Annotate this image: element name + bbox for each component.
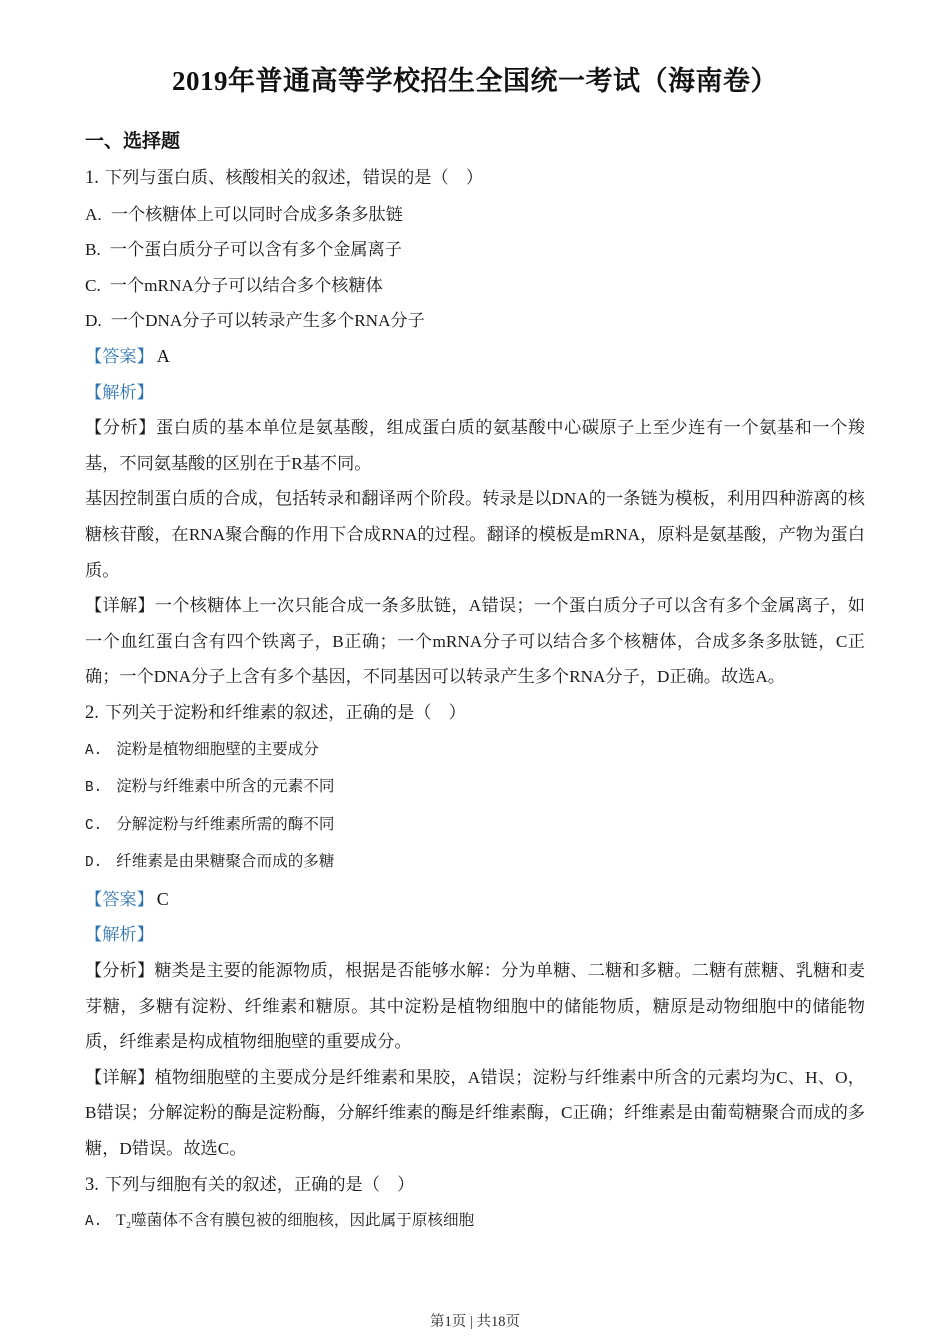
question-2-analysis-label: 【解析】: [85, 925, 154, 945]
question-3-number: 3.: [85, 1174, 99, 1195]
question-1-option-a-label: A.: [85, 204, 102, 224]
question-1-analysis-block-2-text: 基因控制蛋白质的合成，包括转录和翻译两个阶段。转录是以DNA的一条链为模板，利用四种游离的核糖核苷酸，在RNA聚合酶的作用下合成RNA的过程。翻译的模板是mRNA，原料是氨基酸，产物为蛋白质。: [85, 489, 865, 580]
question-1-answer-line: [85, 339, 865, 375]
page-footer: 第1页 | 共18页: [430, 1314, 520, 1330]
question-2-option-a-label: A.: [85, 742, 103, 759]
question-3: [85, 1167, 865, 1241]
question-2-answer-line: [85, 882, 865, 918]
question-1-analysis-heading: [85, 375, 865, 411]
question-2-option-c: [85, 807, 865, 845]
question-3-stem: [85, 1167, 865, 1204]
question-2-option-b-label: B.: [85, 780, 103, 797]
question-1-answer-value: A: [156, 345, 170, 366]
question-2-answer-value: C: [156, 888, 169, 909]
question-1-analysis-block-1-tag: 【分析】: [85, 418, 156, 438]
question-2-option-d-label: D.: [85, 855, 103, 872]
question-1-option-a-text: 一个核糖体上可以同时合成多条多肽链: [110, 204, 403, 224]
question-1-option-c-text: 一个mRNA分子可以结合多个核糖体: [109, 275, 383, 295]
question-1-option-b-label: B.: [85, 240, 101, 260]
question-2: [85, 695, 865, 1167]
question-1-number: 1.: [85, 168, 99, 188]
question-2-option-c-text: 分解淀粉与纤维素所需的酶不同: [116, 815, 335, 833]
question-1-option-b: [85, 232, 865, 268]
question-2-option-b: [85, 769, 865, 807]
question-1-analysis-block-1-text: 蛋白质的基本单位是氨基酸，组成蛋白质的氨基酸中心碳原子上至少连有一个氨基和一个羧基，不同氨基酸的区别在于R基不同。: [85, 418, 865, 473]
question-2-option-a-text: 淀粉是植物细胞壁的主要成分: [116, 740, 319, 758]
question-1-analysis-block-3: [85, 588, 865, 695]
question-1-option-d-text: 一个DNA分子可以转录产生多个RNA分子: [110, 311, 425, 331]
question-1-option-c-label: C.: [85, 275, 101, 295]
question-3-option-a: [85, 1203, 865, 1241]
question-1-option-b-text: 一个蛋白质分子可以含有多个金属离子: [109, 240, 402, 260]
question-1-analysis-block-3-tag: 【详解】: [85, 596, 155, 616]
question-2-number: 2.: [85, 702, 99, 723]
question-3-stem-text: 下列与细胞有关的叙述，正确的是（ ）: [104, 1174, 415, 1194]
question-2-analysis-block-2-text: 植物细胞壁的主要成分是纤维素和果胶，A错误；淀粉与纤维素中所含的元素均为C、H、O，B错误；分解淀粉的酶是淀粉酶，分解纤维素的酶是纤维素酶，C正确；纤维素是由葡萄糖聚合而成的多糖，D错误。故选C。: [85, 1067, 865, 1159]
question-2-option-c-label: C.: [85, 817, 103, 834]
question-2-option-d-text: 纤维素是由果糖聚合而成的多糖: [116, 853, 335, 871]
question-2-stem: [85, 695, 865, 732]
question-1-option-d-label: D.: [85, 311, 102, 331]
question-2-analysis-heading: [85, 917, 865, 953]
question-2-option-b-text: 淀粉与纤维素中所含的元素不同: [116, 778, 335, 796]
question-1-analysis-label: 【解析】: [85, 382, 154, 402]
question-2-answer-label: 【答案】: [85, 889, 154, 909]
question-1-option-d: [85, 303, 865, 339]
question-2-stem-text: 下列关于淀粉和纤维素的叙述，正确的是（ ）: [104, 702, 466, 722]
question-2-analysis-block-2: [85, 1060, 865, 1167]
question-1-analysis-block-2: [85, 481, 865, 588]
question-1: [85, 160, 865, 695]
question-1-analysis-block-1: [85, 410, 865, 481]
question-2-analysis-block-1-tag: 【分析】: [85, 961, 155, 981]
question-1-answer-label: 【答案】: [85, 346, 154, 366]
question-1-option-c: [85, 268, 865, 304]
question-2-analysis-block-1-text: 糖类是主要的能源物质，根据是否能够水解：分为单糖、二糖和多糖。二糖有蔗糖、乳糖和麦芽糖，多糖有淀粉、纤维素和糖原。其中淀粉是植物细胞中的储能物质，糖原是动物细胞中的储能物质，纤维素是构成植物细胞壁的重要成分。: [85, 961, 865, 1052]
question-1-analysis-block-3-text: 一个核糖体上一次只能合成一条多肽链，A错误；一个蛋白质分子可以含有多个金属离子，如一个血红蛋白含有四个铁离子，B正确；一个mRNA分子可以结合多个核糖体，合成多条多肽链，C正确；一个DNA分子上含有多个基因，不同基因可以转录产生多个RNA分子，D正确。故选A。: [85, 596, 865, 687]
question-2-option-d: [85, 844, 865, 882]
question-1-stem: [85, 160, 865, 197]
question-2-option-a: [85, 732, 865, 770]
question-1-option-a: [85, 197, 865, 233]
section-heading: 一、选择题: [85, 131, 181, 152]
question-2-analysis-block-1: [85, 953, 865, 1060]
question-3-option-a-text: T₂噬菌体不含有膜包被的细胞核，因此属于原核细胞: [116, 1212, 475, 1230]
question-1-stem-text: 下列与蛋白质、核酸相关的叙述，错误的是（ ）: [104, 168, 484, 187]
page-title: 2019年普通高等学校招生全国统一考试（海南卷）: [172, 66, 778, 96]
question-2-analysis-block-2-tag: 【详解】: [85, 1067, 155, 1087]
question-3-option-a-label: A.: [85, 1214, 103, 1231]
